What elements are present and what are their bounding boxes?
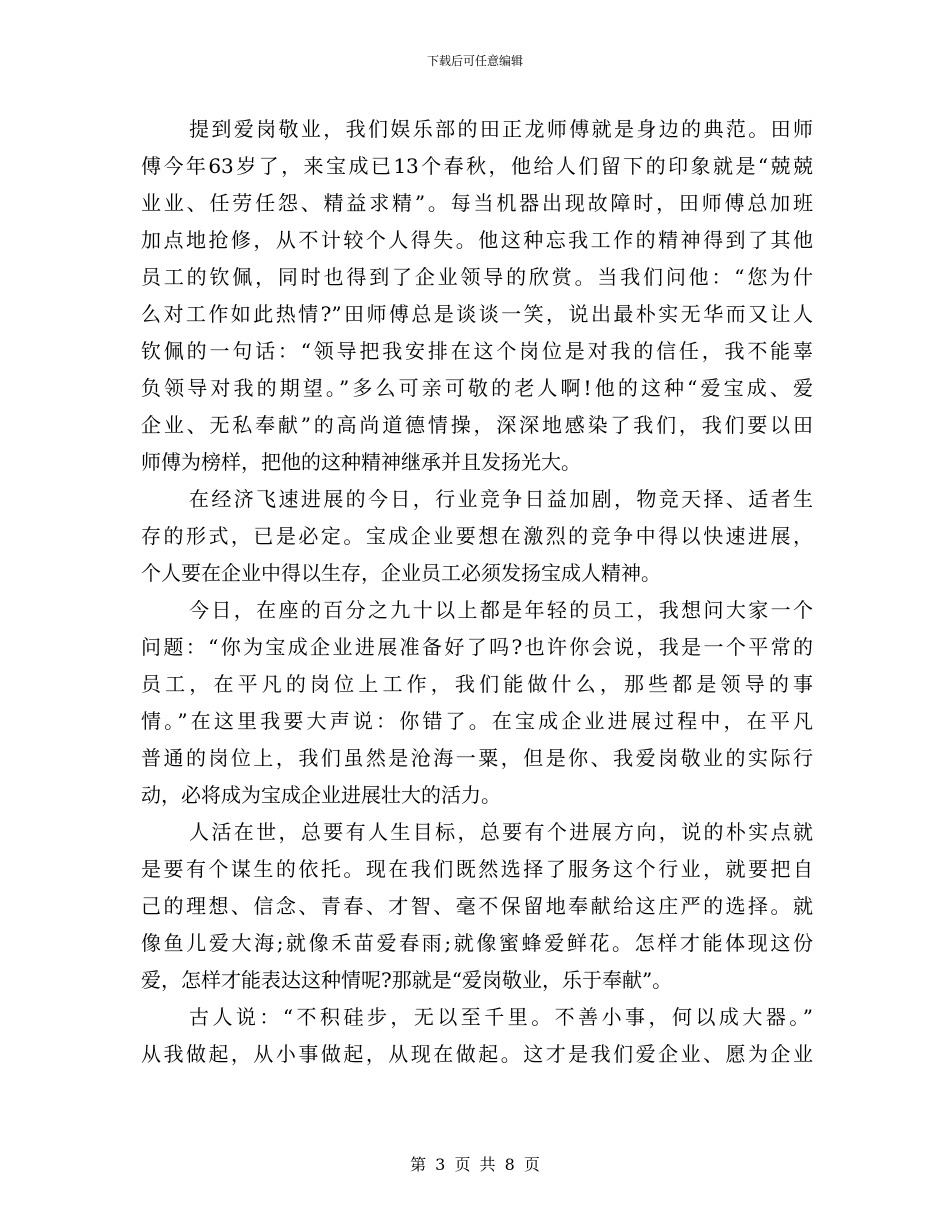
paragraph-line: 师傅为榜样，把他的这种精神继承并且发扬光大。 (141, 450, 581, 474)
paragraph-line: 人活在世，总要有人生目标，总要有个进展方向，说的朴实点就 (189, 820, 813, 844)
paragraph-line: 业业、任劳任怨、精益求精”。每当机器出现故障时，田师傅总加班 (141, 191, 813, 215)
paragraph-line: 员工的钦佩，同时也得到了企业领导的欣赏。当我们问他：“您为什 (141, 265, 813, 289)
paragraph-line: 负领导对我的期望。”多么可亲可敬的老人啊!他的这种“爱宝成、爱 (141, 376, 813, 400)
paragraph-line: 加点地抢修，从不计较个人得失。他这种忘我工作的精神得到了其他 (141, 228, 813, 252)
paragraph-line: 问题：“你为宝成企业进展准备好了吗?也许你会说，我是一个平常的 (141, 635, 813, 659)
page-footer: 第 3 页 共 8 页 (410, 1155, 540, 1174)
paragraph-line: 是要有个谋生的依托。现在我们既然选择了服务这个行业，就要把自 (141, 857, 813, 881)
paragraph-line: 钦佩的一句话：“领导把我安排在这个岗位是对我的信任，我不能辜 (141, 339, 813, 363)
paragraph-line: 古人说：“不积硅步，无以至千里。不善小事，何以成大器。” (189, 1005, 813, 1029)
paragraph-line: 爱，怎样才能表达这种情呢?那就是“爱岗敬业，乐于奉献”。 (141, 968, 673, 992)
paragraph-line: 提到爱岗敬业，我们娱乐部的田正龙师傅就是身边的典范。田师 (189, 117, 813, 141)
paragraph-line: 己的理想、信念、青春、才智、毫不保留地奉献给这庄严的选择。就 (141, 894, 813, 918)
paragraph-line: 员工，在平凡的岗位上工作，我们能做什么，那些都是领导的事 (141, 672, 813, 696)
paragraph-line: 情。”在这里我要大声说：你错了。在宝成企业进展过程中，在平凡 (141, 709, 813, 733)
paragraph-line: 么对工作如此热情?”田师傅总是谈谈一笑，说出最朴实无华而又让人 (141, 302, 813, 326)
paragraph-3 (141, 592, 813, 814)
paragraph-line: 个人要在企业中得以生存，企业员工必须发扬宝成人精神。 (141, 561, 661, 585)
paragraph-line: 傅今年63岁了，来宝成已13个春秋，他给人们留下的印象就是“兢兢 (141, 154, 813, 178)
paragraph-5 (141, 999, 813, 1073)
paragraph-2 (141, 481, 813, 592)
paragraph-4 (141, 814, 813, 999)
paragraph-1 (141, 111, 813, 481)
page-header: 下载后可任意编辑 (426, 54, 523, 68)
paragraph-line: 企业、无私奉献”的高尚道德情操，深深地感染了我们，我们要以田 (141, 413, 813, 437)
document-body (141, 111, 813, 1073)
paragraph-line: 普通的岗位上，我们虽然是沧海一粟，但是你、我爱岗敬业的实际行 (141, 746, 813, 770)
paragraph-line: 像鱼儿爱大海;就像禾苗爱春雨;就像蜜蜂爱鲜花。怎样才能体现这份 (141, 931, 813, 955)
paragraph-line: 今日，在座的百分之九十以上都是年轻的员工，我想问大家一个 (189, 598, 813, 622)
paragraph-line: 动，必将成为宝成企业进展壮大的活力。 (141, 783, 501, 807)
paragraph-line: 存的形式，已是必定。宝成企业要想在激烈的竞争中得以快速进展， (141, 524, 813, 548)
paragraph-line: 从我做起，从小事做起，从现在做起。这才是我们爱企业、愿为企业 (141, 1042, 813, 1066)
paragraph-line: 在经济飞速进展的今日，行业竞争日益加剧，物竞天择、适者生 (189, 487, 813, 511)
